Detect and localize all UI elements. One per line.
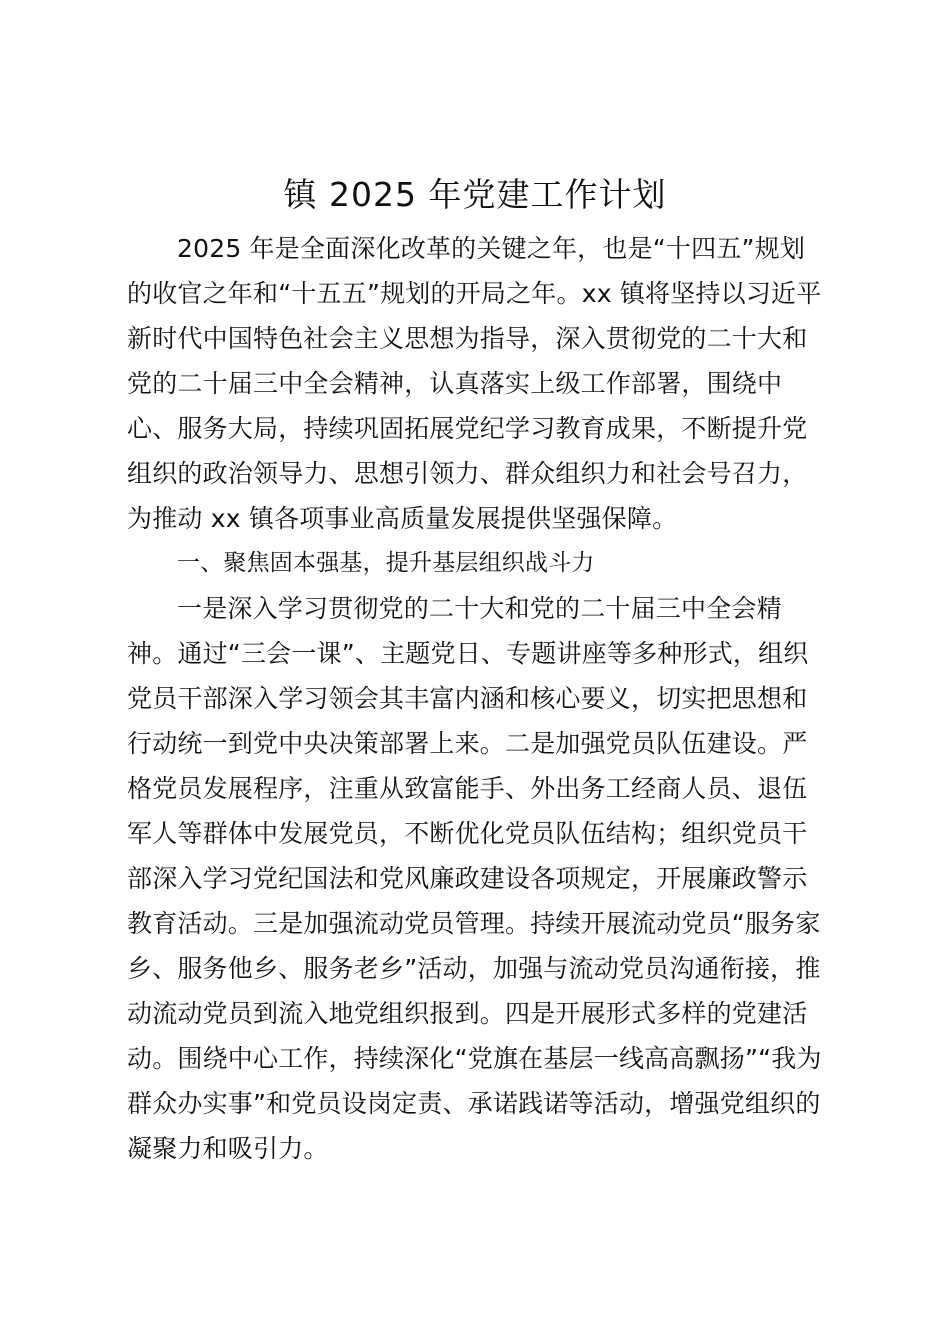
paragraph-line: 部深入学习党纪国法和党风廉政建设各项规定，开展廉政警示 — [127, 864, 808, 893]
paragraph-line: 神。通过“三会一课”、主题党日、专题讲座等多种形式，组织 — [127, 639, 809, 668]
paragraph-line: 心、服务大局，持续巩固拓展党纪学习教育成果，不断提升党 — [127, 414, 808, 443]
paragraph-line: 行动统一到党中央决策部署上来。二是加强党员队伍建设。严 — [127, 729, 808, 758]
paragraph-line: 组织的政治领导力、思想引领力、群众组织力和社会号召力， — [127, 459, 808, 488]
section-body-paragraph — [127, 586, 833, 1171]
paragraph-line: 乡、服务他乡、服务老乡”活动，加强与流动党员沟通衔接，推 — [127, 954, 821, 983]
intro-paragraph — [127, 226, 833, 541]
paragraph-line: 的收官之年和“十五五”规划的开局之年。xx 镇将坚持以习近平 — [127, 279, 822, 308]
paragraph-line: 军人等群体中发展党员，不断优化党员队伍结构；组织党员干 — [127, 819, 808, 848]
paragraph-line: 党的二十届三中全会精神，认真落实上级工作部署，围绕中 — [127, 369, 783, 398]
section-heading: 一、聚焦固本强基，提升基层组织战斗力 — [177, 550, 595, 576]
paragraph-line: 一是深入学习贯彻党的二十大和党的二十届三中全会精 — [177, 594, 782, 623]
document-title: 镇 2025 年党建工作计划 — [283, 175, 667, 214]
paragraph-line: 动流动党员到流入地党组织报到。四是开展形式多样的党建活 — [127, 999, 808, 1028]
paragraph-line: 为推动 xx 镇各项事业高质量发展提供坚强保障。 — [127, 504, 678, 533]
paragraph-line: 动。围绕中心工作，持续深化“党旗在基层一线高高飘扬”“我为 — [127, 1044, 822, 1073]
paragraph-line: 党员干部深入学习领会其丰富内涵和核心要义，切实把思想和 — [127, 684, 808, 713]
paragraph-line: 2025 年是全面深化改革的关键之年，也是“十四五”规划 — [177, 234, 806, 263]
paragraph-line: 凝聚力和吸引力。 — [127, 1134, 329, 1163]
paragraph-line: 教育活动。三是加强流动党员管理。持续开展流动党员“服务家 — [127, 909, 821, 938]
paragraph-line: 群众办实事”和党员设岗定责、承诺践诺等活动，增强党组织的 — [127, 1089, 821, 1118]
section-heading-paragraph — [127, 541, 833, 586]
paragraph-line: 格党员发展程序，注重从致富能手、外出务工经商人员、退伍 — [127, 774, 808, 803]
paragraph-line: 新时代中国特色社会主义思想为指导，深入贯彻党的二十大和 — [127, 324, 808, 353]
document-body — [127, 226, 833, 1171]
